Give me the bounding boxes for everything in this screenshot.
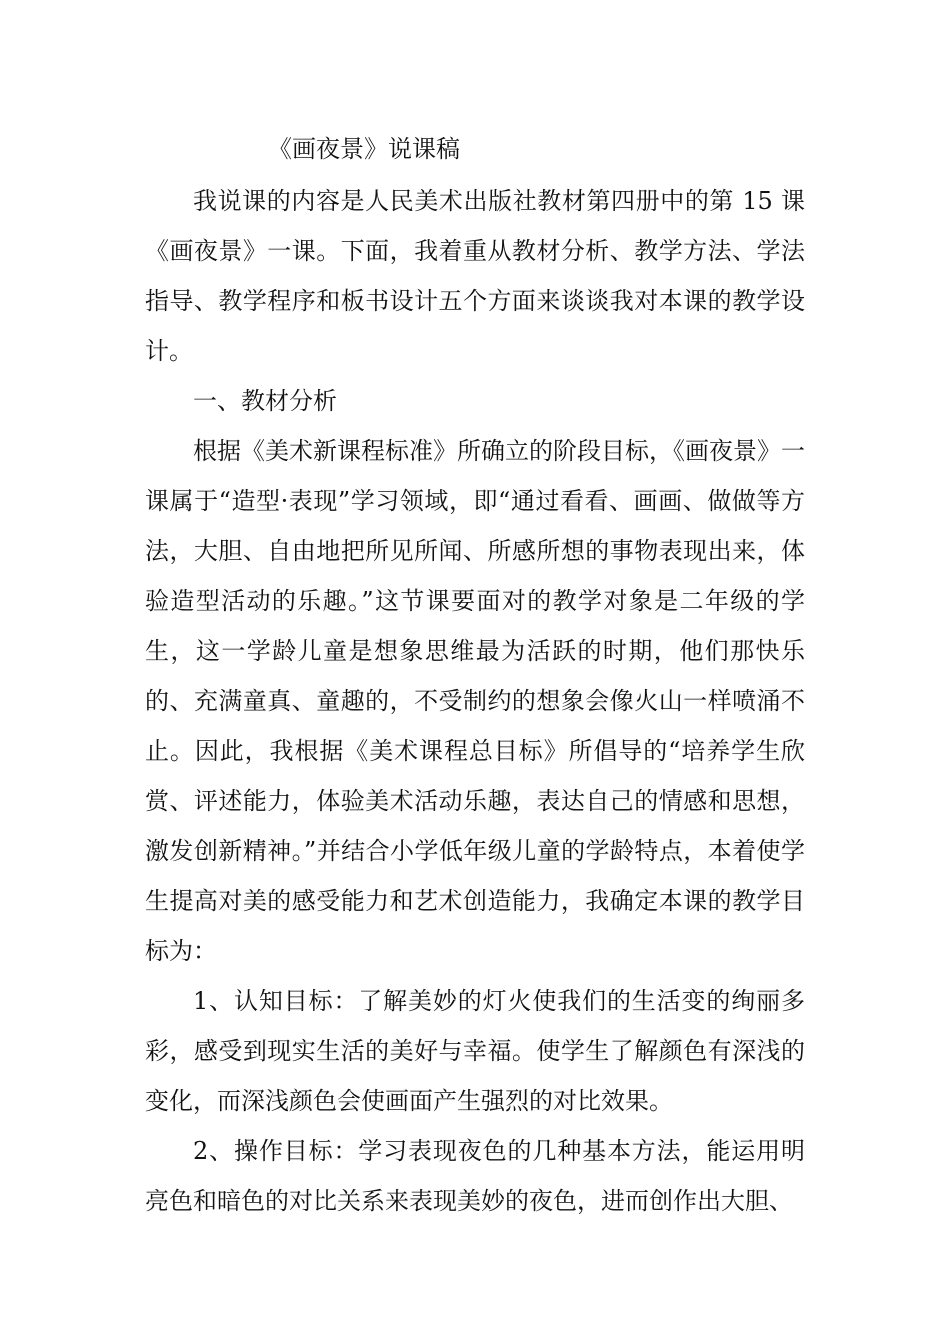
document-title: 《画夜景》说课稿 bbox=[268, 135, 460, 163]
paragraph-operation-goal: 2、操作目标：学习表现夜色的几种基本方法，能运用明亮色和暗色的对比关系来表现美妙的夜色，进而创作出大胆、 bbox=[145, 1137, 805, 1215]
paragraph-analysis: 根据《美术新课程标准》所确立的阶段目标，《画夜景》一课属于“造型·表现”学习领域，即“通过看看、画画、做做等方法，大胆、自由地把所见所闻、所感所想的事物表现出来，体验造型活动的乐趣。”这节课要面对的教学对象是二年级的学生，这一学龄儿童是想象思维最为活跃的时期，他们那快乐的、充满童真、童趣的，不受制约的想象会像火山一样喷涌不止。因此，我根据《美术课程总目标》所倡导的“培养学生欣赏、评述能力，体验美术活动乐趣，表达自己的情感和思想，激发创新精神。”并结合小学低年级儿童的学龄特点，本着使学生提高对美的感受能力和艺术创造能力，我确定本课的教学目标为： bbox=[145, 437, 805, 965]
paragraph-cognitive-goal: 1、认知目标：了解美妙的灯火使我们的生活变的绚丽多彩，感受到现实生活的美好与幸福。使学生了解颜色有深浅的变化，而深浅颜色会使画面产生强烈的对比效果。 bbox=[145, 987, 805, 1115]
paragraph-intro: 我说课的内容是人民美术出版社教材第四册中的第 15 课《画夜景》一课。下面，我着重从教材分析、教学方法、学法指导、教学程序和板书设计五个方面来谈谈我对本课的教学设计。 bbox=[145, 187, 805, 365]
document-body bbox=[145, 176, 805, 1226]
section-heading-textbook-analysis: 一、教材分析 bbox=[193, 387, 337, 415]
